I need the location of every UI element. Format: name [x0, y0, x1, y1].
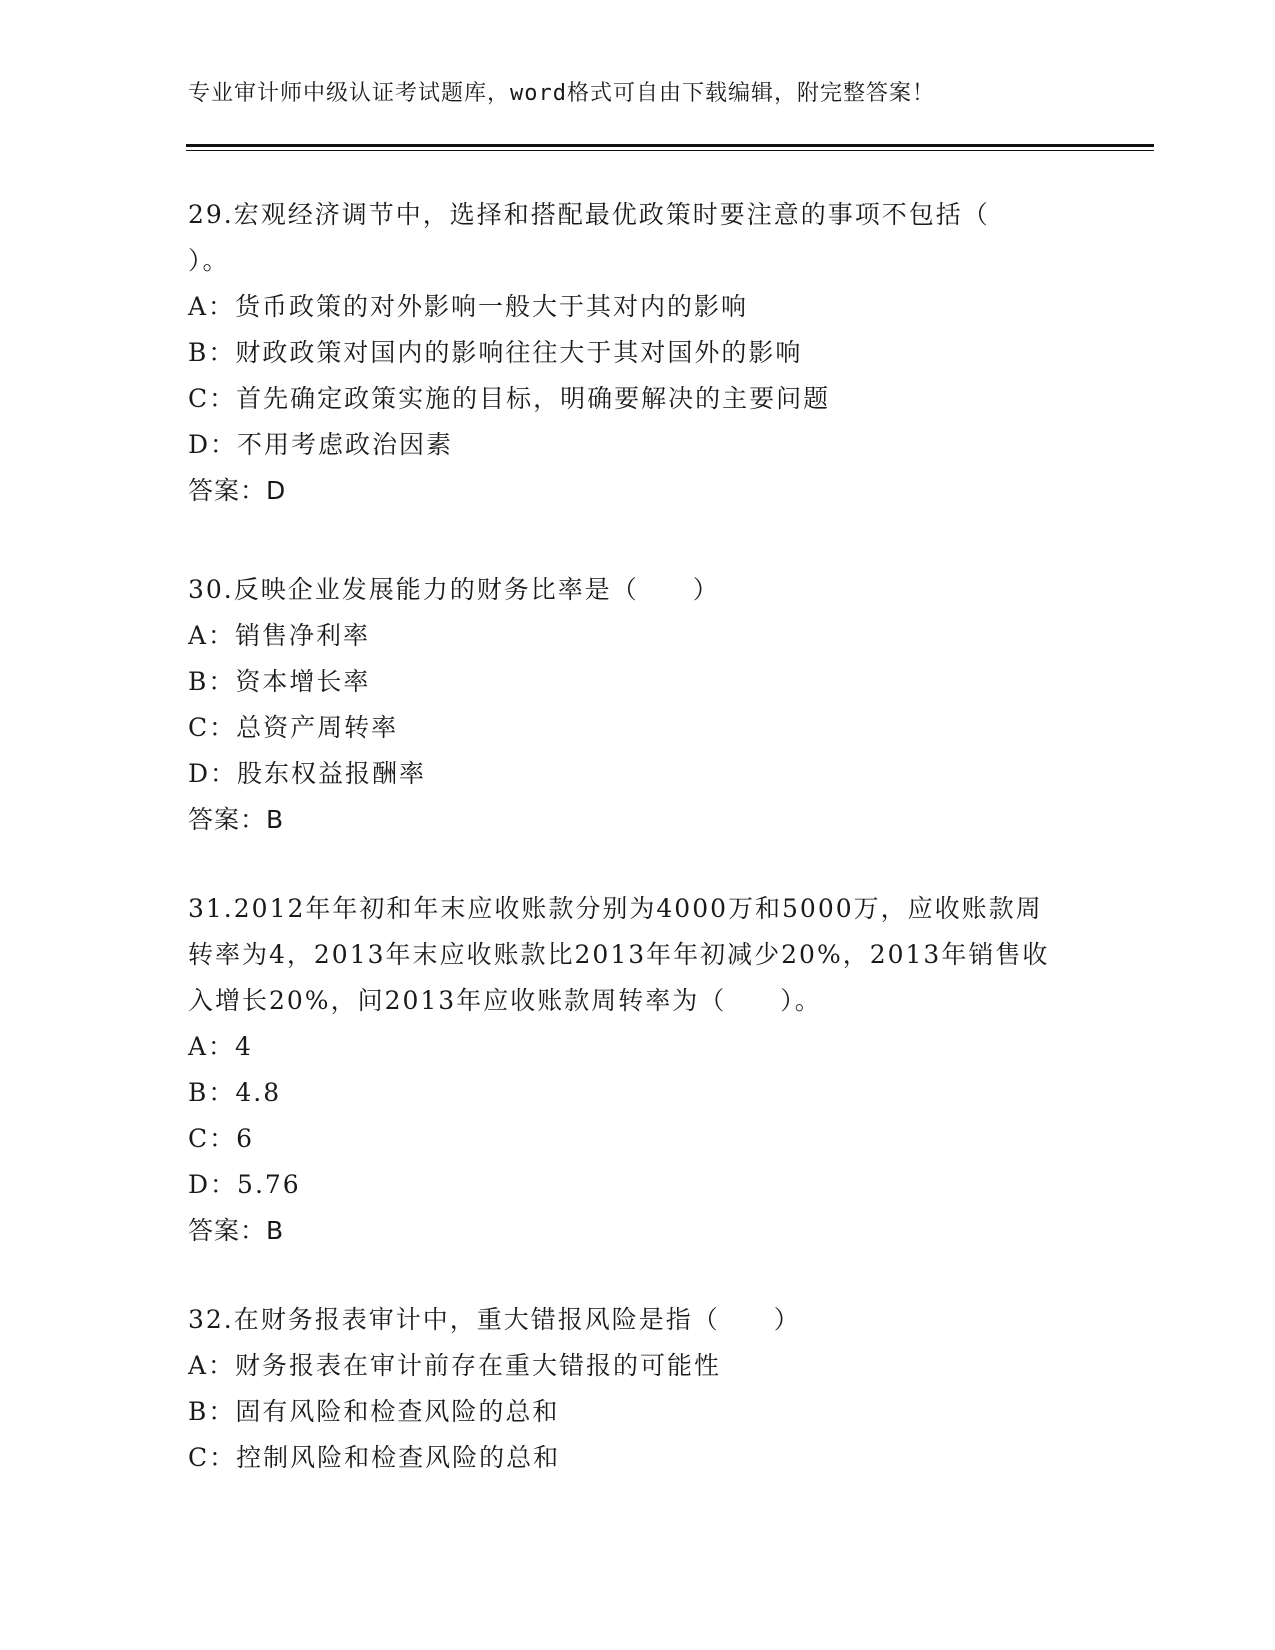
- question-31: [188, 886, 1088, 1254]
- page-header: 专业审计师中级认证考试题库，word格式可自由下载编辑，附完整答案！: [188, 81, 935, 106]
- option-c: C：首先确定政策实施的目标，明确要解决的主要问题: [188, 384, 831, 413]
- option-c: C：总资产周转率: [188, 713, 399, 742]
- option-b: B：财政政策对国内的影响往往大于其对国外的影响: [188, 338, 803, 367]
- option-a: A：货币政策的对外影响一般大于其对内的影响: [188, 292, 749, 321]
- question-30: [188, 567, 1088, 843]
- question-stem: 转率为4，2013年末应收账款比2013年年初减少20%，2013年销售收: [188, 940, 1050, 969]
- option-b: B：资本增长率: [188, 667, 371, 696]
- header-divider-thin: [186, 150, 1154, 151]
- header-divider-thick: [186, 144, 1154, 147]
- question-29: [188, 192, 1088, 514]
- question-stem: 31.2012年年初和年末应收账款分别为4000万和5000万，应收账款周: [188, 894, 1043, 923]
- option-c: C：6: [188, 1124, 255, 1153]
- question-stem: 32.在财务报表审计中，重大错报风险是指（ ）: [188, 1305, 801, 1334]
- question-stem: 29.宏观经济调节中，选择和搭配最优政策时要注意的事项不包括（: [188, 200, 990, 229]
- option-b: B：固有风险和检查风险的总和: [188, 1397, 560, 1426]
- option-a: A：销售净利率: [188, 621, 371, 650]
- option-a: A：4: [188, 1032, 253, 1061]
- option-b: B：4.8: [188, 1078, 282, 1107]
- answer: 答案：B: [188, 805, 285, 834]
- question-32: [188, 1297, 1088, 1481]
- answer: 答案：D: [188, 476, 287, 505]
- question-stem: 30.反映企业发展能力的财务比率是（ ）: [188, 575, 720, 604]
- option-d: D：5.76: [188, 1170, 301, 1199]
- option-d: D：不用考虑政治因素: [188, 430, 454, 459]
- question-stem: ）。: [188, 246, 230, 275]
- option-a: A：财务报表在审计前存在重大错报的可能性: [188, 1351, 722, 1380]
- answer: 答案：B: [188, 1216, 285, 1245]
- option-c: C：控制风险和检查风险的总和: [188, 1443, 561, 1472]
- question-stem: 入增长20%，问2013年应收账款周转率为（ ）。: [188, 986, 822, 1015]
- option-d: D：股东权益报酬率: [188, 759, 427, 788]
